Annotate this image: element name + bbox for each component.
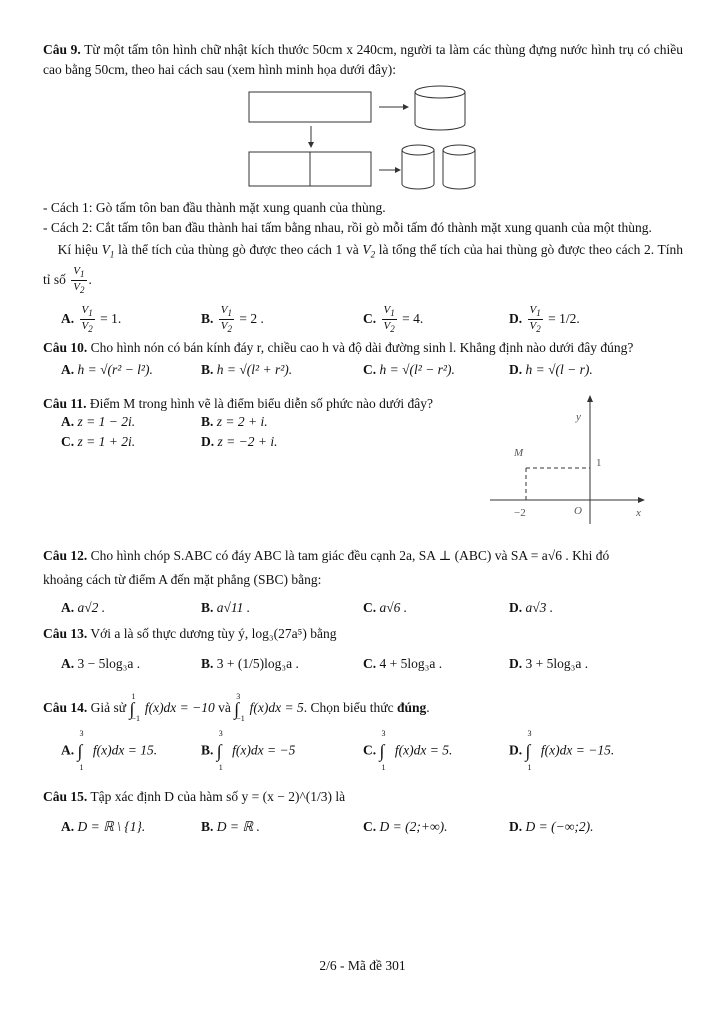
q14-text: Câu 14. Giả sử ∫ 1 −1 f(x)dx = −10 và ∫ 3 −1 f(x)dx = 5. Chọn biểu thức đúng.: [43, 691, 430, 723]
q13-option-d[interactable]: D. 3 + 5log₃a .: [509, 656, 589, 672]
q15-options: [43, 819, 683, 839]
q11-text: Câu 11. Điểm M trong hình vẽ là điểm biểu diễn số phức nào dưới đây?: [43, 396, 433, 412]
q9-option-a[interactable]: A. $\frac{V_1}{V_2}$ = 1.: [61, 304, 122, 335]
q15-text: Câu 15. Tập xác định D của hàm số y = (x − 2)^(1/3) là: [43, 788, 346, 804]
q9-question: Kí hiệu $V_1$ là thể tích của thùng gò được theo cách 1 và $V_2$ là tổng thể tích của hai thùng gò được theo cách 2. Tính tỉ số $\frac{V_1}{V_2}$ .: [43, 242, 684, 296]
q11-option-d[interactable]: D. z = −2 + i.: [201, 434, 278, 450]
q9-option-c[interactable]: C. $\frac{V_1}{V_2}$ = 4.: [363, 304, 424, 335]
exam-page: [43, 40, 683, 843]
q12-options: [43, 600, 683, 620]
q9-text: Câu 9. Từ một tấm tôn hình chữ nhật kích thước 50cm x 240cm, người ta làm các thùng đựng nước hình trụ có chiều cao bằng 50cm, theo hai cách sau (xem hình minh họa dưới đây):: [43, 42, 683, 77]
q11-y-tick: 1: [596, 457, 602, 470]
q12-option-d[interactable]: D. a√3 .: [509, 600, 554, 616]
q9-illustration: [43, 84, 683, 194]
q10-options: [43, 362, 683, 382]
q10-option-a[interactable]: A. h = √(r² − l²).: [61, 362, 153, 378]
q10-text: Câu 10. Cho hình nón có bán kính đáy r, chiều cao h và độ dài đường sinh l. Khẳng định nào dưới đây đúng?: [43, 340, 634, 356]
q9-option-d[interactable]: D. $\frac{V_1}{V_2}$ = 1/2.: [509, 304, 580, 335]
q9-option-b[interactable]: B. $\frac{V_1}{V_2}$ = 2 .: [201, 304, 264, 335]
q9-method1: - Cách 1: Gò tấm tôn ban đầu thành mặt xung quanh của thùng.: [43, 200, 386, 215]
q13-option-b[interactable]: B. 3 + (1/5)log₃a .: [201, 656, 299, 672]
q13-option-a[interactable]: A. 3 − 5log₃a .: [61, 656, 141, 672]
q15-option-b[interactable]: B. D = ℝ .: [201, 818, 260, 834]
q11-origin: O: [574, 505, 582, 518]
q12-text-2: khoảng cách từ điểm A đến mặt phẳng (SBC) bằng:: [43, 572, 322, 588]
q9-method2: - Cách 2: Cắt tấm tôn ban đầu thành hai tấm bằng nhau, rồi gò mỗi tấm đó thành mặt xung quanh của một thùng.: [43, 220, 652, 235]
q10-option-b[interactable]: B. h = √(l² + r²).: [201, 362, 293, 378]
q14-option-d[interactable]: D. ∫ 3 1 f(x)dx = −15.: [509, 728, 615, 772]
q9-options: [43, 304, 683, 335]
q13-options: [43, 656, 683, 682]
q11-option-c[interactable]: C. z = 1 + 2i.: [61, 434, 136, 450]
q13-text: Câu 13. Với a là số thực dương tùy ý, log₃(27a⁵) bằng: [43, 626, 337, 642]
q12-option-a[interactable]: A. a√2 .: [61, 600, 106, 616]
q12-text: Câu 12. Cho hình chóp S.ABC có đáy ABC là tam giác đều cạnh 2a, SA ⊥ (ABC) và SA = a√6 . Khi đó: [43, 548, 610, 564]
q12-option-c[interactable]: C. a√6 .: [363, 600, 408, 616]
q11-x-label: x: [636, 507, 641, 520]
q11-x-tick: −2: [514, 507, 526, 520]
q9-label: Câu 9.: [43, 42, 81, 57]
q11-option-b[interactable]: B. z = 2 + i.: [201, 414, 268, 430]
q14-option-c[interactable]: C. ∫ 3 1 f(x)dx = 5.: [363, 728, 453, 772]
q12-option-b[interactable]: B. a√11 .: [201, 600, 251, 616]
q14-options: [43, 728, 683, 772]
q11-point-label: M: [514, 447, 524, 460]
q11-option-a[interactable]: A. z = 1 − 2i.: [61, 414, 136, 430]
q13-option-c[interactable]: C. 4 + 5log₃a .: [363, 656, 443, 672]
q14-option-b[interactable]: B. ∫ 3 1 f(x)dx = −5: [201, 728, 296, 772]
q10-option-d[interactable]: D. h = √(l − r).: [509, 362, 593, 378]
q15-option-c[interactable]: C. D = (2;+∞).: [363, 818, 448, 834]
q11-block: [43, 394, 683, 536]
q15-option-a[interactable]: A. D = ℝ \ {1}.: [61, 818, 146, 834]
q11-y-label: y: [576, 411, 581, 424]
q10-option-c[interactable]: C. h = √(l² − r²).: [363, 362, 455, 378]
q14-option-a[interactable]: A. ∫ 3 1 f(x)dx = 15.: [61, 728, 158, 772]
q15-option-d[interactable]: D. D = (−∞;2).: [509, 818, 594, 834]
page-footer: 2/6 - Mã đề 301: [319, 958, 406, 973]
q11-graph: [488, 394, 653, 529]
